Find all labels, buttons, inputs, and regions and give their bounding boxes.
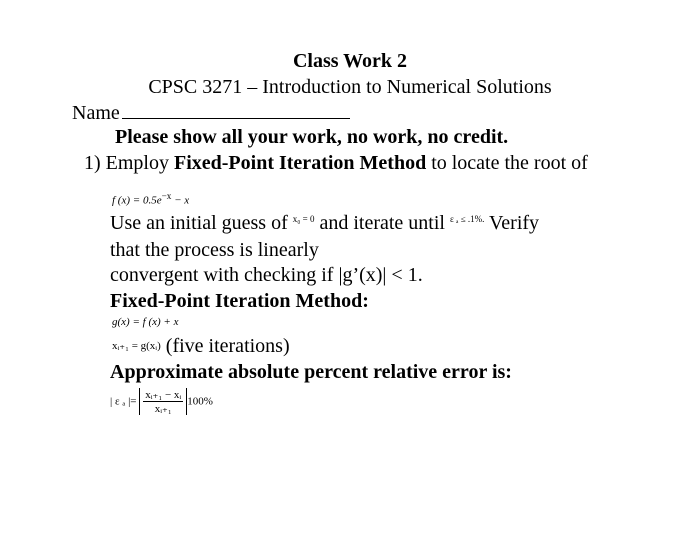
name-field xyxy=(72,101,350,125)
guess-suffix: Verify xyxy=(484,212,540,234)
page-title: Class Work 2 xyxy=(292,50,408,72)
error-fraction xyxy=(139,388,187,415)
error-denominator: xᵢ₊₁ xyxy=(154,403,172,415)
course-title: CPSC 3271 – Introduction to Numerical Solutions xyxy=(148,76,552,98)
stop-criterion: ε ₐ ≤ .1%. xyxy=(449,214,485,224)
g-equation-text: g(x) = f (x) + x xyxy=(112,316,179,328)
verify-line-3: convergent with checking if |g’(x)| < 1. xyxy=(110,264,423,286)
error-formula xyxy=(110,388,213,415)
question-suffix: to locate the root of xyxy=(426,152,588,174)
function-exponent: −x xyxy=(161,191,172,201)
function-tail: − x xyxy=(171,194,190,207)
guess-mid: and iterate until xyxy=(314,212,450,234)
name-blank-line xyxy=(122,101,350,119)
iteration-note: (five iterations) xyxy=(160,335,290,357)
guess-equation: x₀ = 0 xyxy=(292,214,315,224)
error-rhs: 100% xyxy=(187,395,213,408)
guess-line xyxy=(110,212,539,235)
iteration-equation: xᵢ₊₁ = g(xᵢ) xyxy=(112,340,161,352)
guess-prefix: Use an initial guess of xyxy=(110,212,293,234)
function-lhs: f (x) = 0.5e xyxy=(112,194,162,207)
error-heading: Approximate absolute percent relative error is: xyxy=(110,361,512,383)
question-1 xyxy=(84,152,588,175)
g-equation xyxy=(112,316,178,328)
verify-line-2: that the process is linearly xyxy=(110,239,319,261)
method-heading: Fixed-Point Iteration Method: xyxy=(110,290,369,312)
name-label: Name xyxy=(72,102,120,124)
error-lhs: | ε ₐ |= xyxy=(110,395,137,408)
iteration-line xyxy=(112,335,290,358)
question-prefix: 1) Employ xyxy=(84,152,174,174)
function-equation xyxy=(112,191,189,207)
method-name: Fixed-Point Iteration Method xyxy=(174,152,427,174)
instructions: Please show all your work, no work, no credit. xyxy=(115,126,509,148)
error-numerator: xᵢ₊₁ − xᵢ xyxy=(145,389,182,401)
